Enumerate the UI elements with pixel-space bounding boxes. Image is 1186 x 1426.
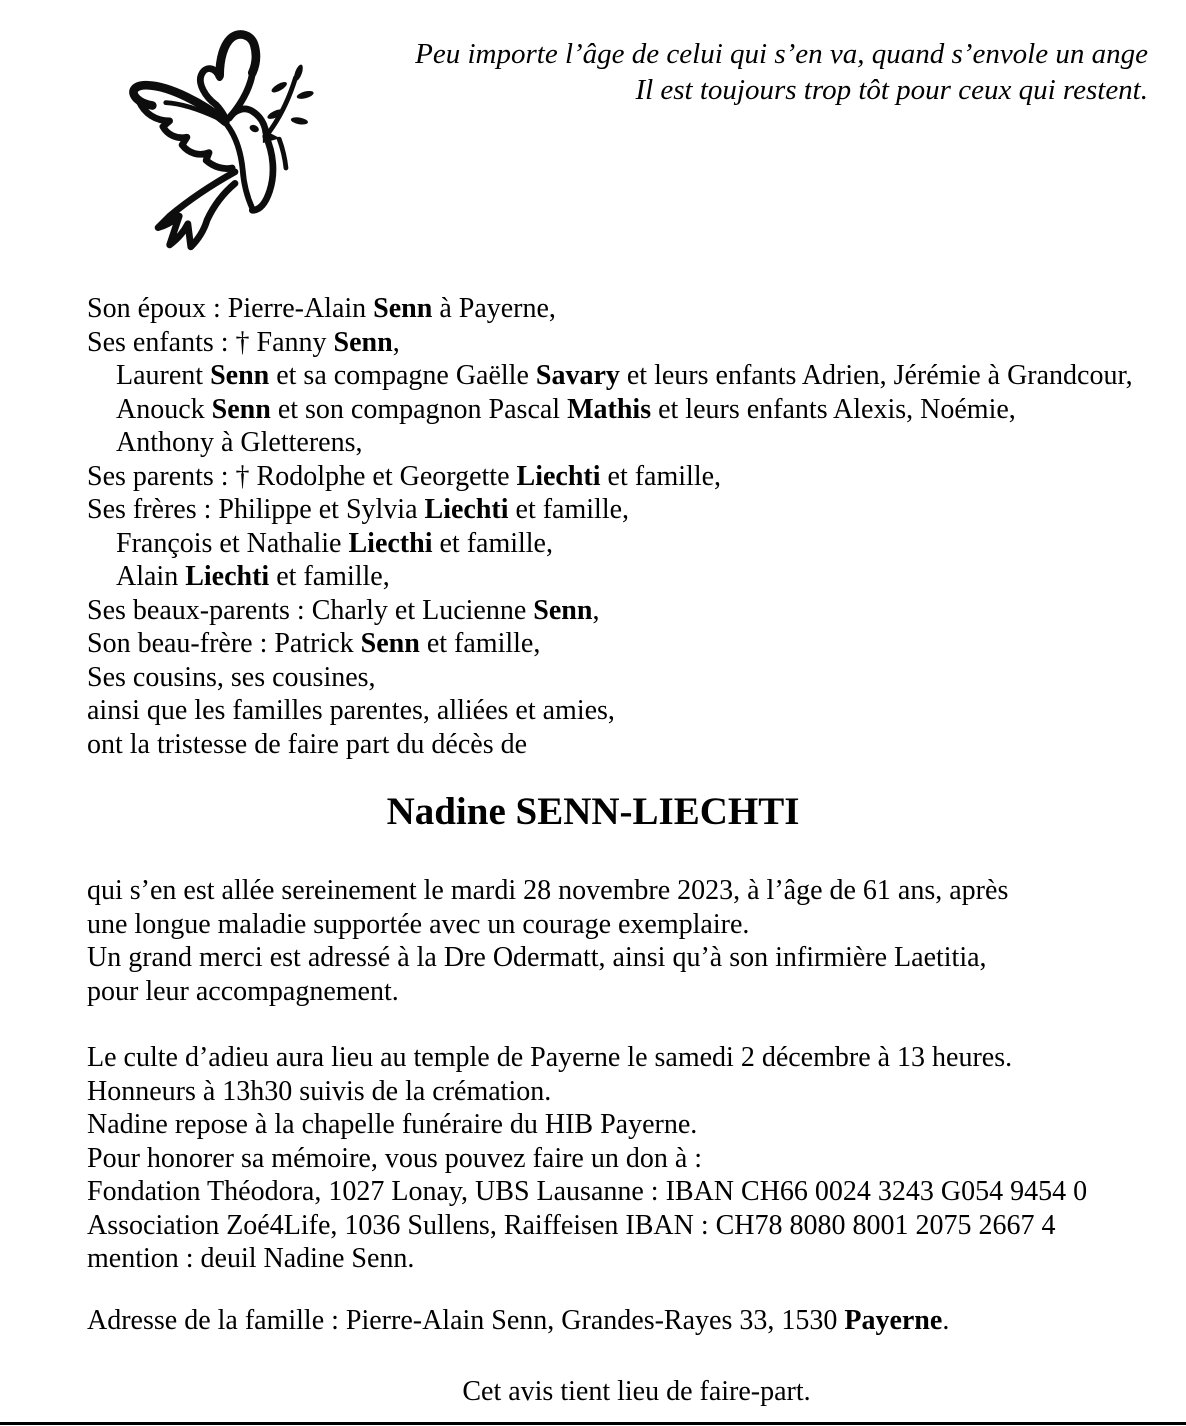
text-segment: et famille,	[600, 460, 722, 492]
text-line	[87, 1108, 1186, 1142]
text-line	[87, 493, 1186, 527]
text-segment: Son beau-frère : Patrick	[87, 628, 361, 659]
surname-bold: Senn	[360, 628, 420, 659]
text-segment: Ses enfants : † Fanny	[87, 326, 334, 358]
text-line	[87, 460, 1186, 494]
text-line	[87, 326, 1186, 360]
dove-illustration	[110, 26, 360, 260]
text-segment: Ses parents : † Rodolphe et Georgette	[87, 460, 517, 492]
text-line	[87, 975, 1186, 1009]
text-segment: à Payerne,	[432, 293, 556, 324]
text-line	[87, 1041, 1186, 1075]
surname-bold: Senn	[533, 594, 593, 626]
page-header	[0, 0, 1186, 260]
text-segment: mention : deuil Nadine Senn.	[87, 1243, 415, 1274]
text-segment: Laurent	[116, 360, 211, 391]
epitaph-quote-line-1: Peu importe l’âge de celui qui s’en va, quand s’envole un ange	[415, 38, 1148, 70]
surname-bold: Senn	[210, 360, 270, 391]
text-segment: Nadine repose à la chapelle funéraire du HIB Payerne.	[87, 1109, 698, 1140]
text-segment: Adresse de la famille : Pierre-Alain Senn, Grandes-Rayes 33, 1530	[87, 1304, 845, 1336]
text-segment: François et Nathalie	[116, 527, 349, 559]
text-segment: et sa compagne Gaëlle	[269, 360, 536, 391]
text-segment: ainsi que les familles parentes, alliées et amies,	[87, 695, 615, 726]
text-segment: et famille,	[269, 561, 390, 592]
text-segment: .	[942, 1304, 950, 1336]
text-line	[87, 527, 1186, 561]
text-line	[87, 661, 1186, 695]
family-list	[0, 292, 1186, 761]
text-line	[87, 694, 1186, 728]
text-line	[87, 627, 1186, 661]
text-segment: Un grand merci est adressé à la Dre Odermatt, ainsi qu’à son infirmière Laetitia,	[87, 942, 987, 973]
text-segment: Honneurs à 13h30 suivis de la crémation.	[87, 1075, 552, 1107]
text-segment: ,	[592, 594, 600, 626]
surname-bold: Senn	[373, 293, 433, 324]
surname-bold: Liecthi	[348, 527, 433, 559]
text-segment: et famille,	[432, 527, 553, 559]
text-line	[87, 1075, 1186, 1109]
closing-statement: Cet avis tient lieu de faire-part.	[462, 1376, 811, 1407]
text-line	[87, 941, 1186, 975]
text-line	[87, 292, 1186, 326]
text-line	[87, 1209, 1186, 1243]
text-line	[87, 1175, 1186, 1209]
surname-bold: Payerne	[844, 1304, 943, 1336]
text-segment: Association Zoé4Life, 1036 Sullens, Raiffeisen IBAN : CH78 8080 8001 2075 2667 4	[87, 1209, 1056, 1241]
epitaph-quote-line-2: Il est toujours trop tôt pour ceux qui restent.	[635, 74, 1148, 106]
surname-bold: Mathis	[567, 393, 652, 425]
text-segment: Ses beaux-parents : Charly et Lucienne	[87, 594, 534, 626]
text-segment: qui s’en est allée sereinement le mardi 28 novembre 2023, à l’âge de 61 ans, après	[87, 875, 1009, 906]
text-line	[87, 728, 1186, 762]
text-line	[87, 594, 1186, 628]
family-address	[0, 1304, 1186, 1338]
text-segment: Alain	[116, 561, 186, 592]
text-segment: Anthony à Gletterens,	[116, 427, 363, 458]
surname-bold: Liechti	[424, 494, 509, 525]
text-segment: et famille,	[508, 494, 630, 525]
text-line	[87, 874, 1186, 908]
text-segment: Ses cousins, ses cousines,	[87, 661, 376, 693]
text-line	[87, 908, 1186, 942]
surname-bold: Liechti	[185, 561, 270, 592]
page-bottom-rule	[0, 1422, 1186, 1425]
text-segment: et son compagnon Pascal	[270, 393, 568, 425]
text-segment: Son époux : Pierre-Alain	[87, 293, 374, 324]
text-segment: Le culte d’adieu aura lieu au temple de Payerne le samedi 2 décembre à 13 heures.	[87, 1042, 1013, 1073]
text-segment: Anouck	[116, 393, 212, 425]
text-segment: et famille,	[419, 628, 541, 659]
text-segment: une longue maladie supportée avec un courage exemplaire.	[87, 908, 750, 940]
text-segment: ,	[392, 326, 400, 358]
text-line	[87, 426, 1186, 460]
text-segment: Pour honorer sa mémoire, vous pouvez faire un don à :	[87, 1142, 703, 1174]
text-segment: et leurs enfants Adrien, Jérémie à Grandcour,	[619, 360, 1133, 391]
dove-with-olive-branch-icon	[110, 26, 360, 260]
epitaph-quote	[360, 0, 1186, 108]
deceased-name: Nadine SENN-LIECHTI	[386, 790, 800, 833]
text-line	[87, 359, 1186, 393]
text-segment: et leurs enfants Alexis, Noémie,	[651, 393, 1016, 425]
text-segment: Fondation Théodora, 1027 Lonay, UBS Lausanne : IBAN CH66 0024 3243 G054 9454 0	[87, 1176, 1088, 1207]
text-segment: Ses frères : Philippe et Sylvia	[87, 494, 425, 525]
text-line	[87, 1304, 1186, 1338]
text-segment: ont la tristesse de faire part du décès de	[87, 728, 528, 760]
text-line	[87, 1242, 1186, 1276]
text-line	[87, 393, 1186, 427]
obituary-paragraph	[0, 874, 1186, 1008]
ceremony-details	[0, 1041, 1186, 1276]
text-line	[87, 560, 1186, 594]
surname-bold: Senn	[211, 393, 271, 425]
text-segment: pour leur accompagnement.	[87, 975, 399, 1007]
surname-bold: Liechti	[516, 460, 601, 492]
surname-bold: Savary	[535, 360, 620, 391]
text-line	[87, 1142, 1186, 1176]
surname-bold: Senn	[333, 326, 393, 358]
